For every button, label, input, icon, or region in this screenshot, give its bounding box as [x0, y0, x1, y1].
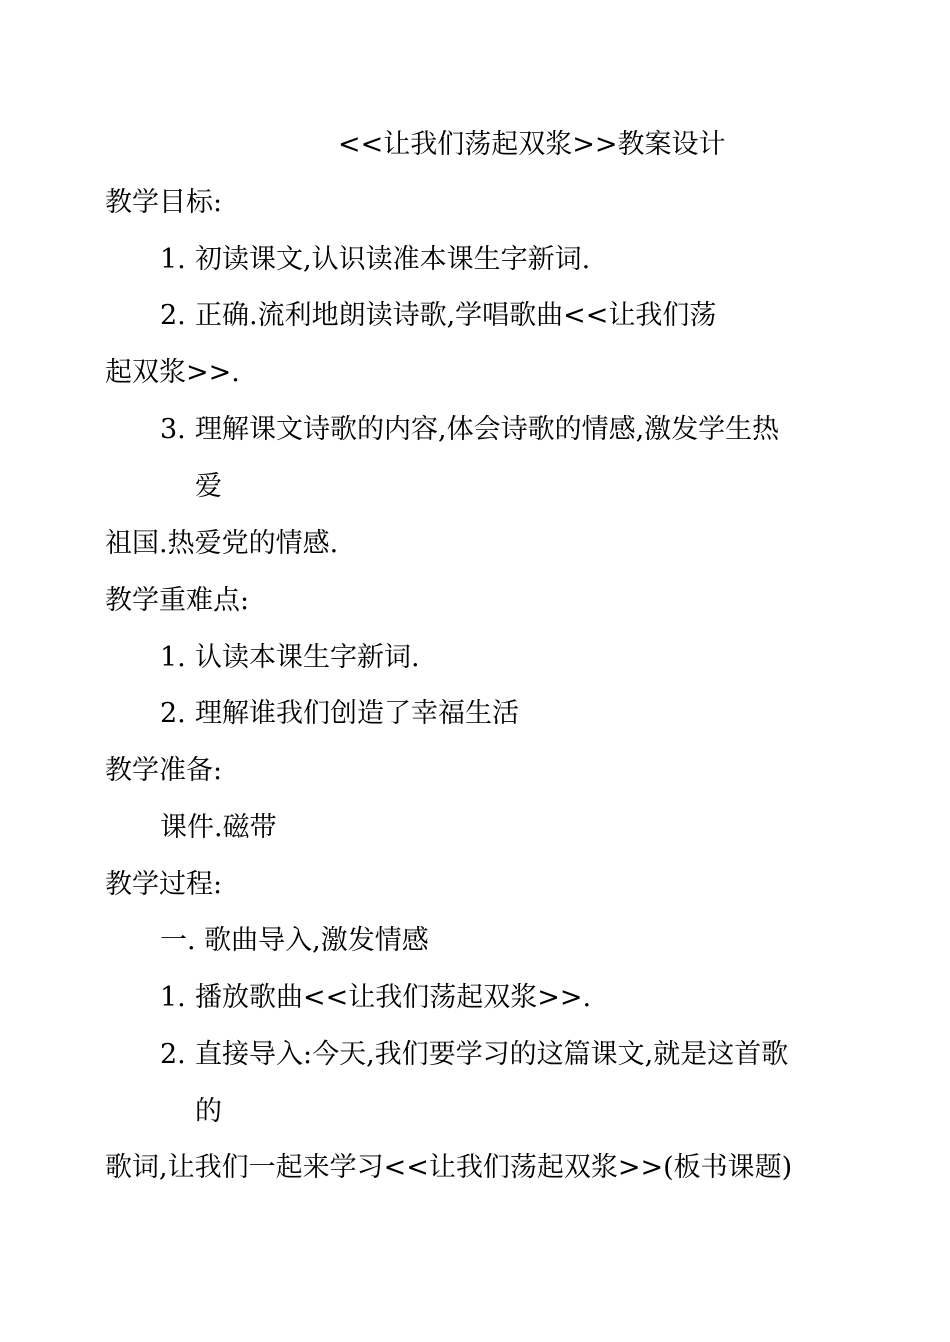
list-item-text: 播放歌曲<<让我们荡起双浆>>. — [195, 982, 592, 1013]
list-number: 1. — [160, 982, 186, 1013]
list-number: 1. — [160, 244, 186, 275]
process-heading: 教学过程: — [105, 869, 223, 900]
list-number: 2. — [160, 300, 186, 331]
key-points-heading: 教学重难点: — [105, 585, 250, 616]
process-item-2 — [160, 1041, 788, 1068]
list-item-text: 认读本课生字新词. — [195, 642, 420, 673]
list-number: 3. — [160, 414, 186, 445]
objective-item-2-continuation: 起双浆>>. — [105, 357, 240, 388]
objective-item-1 — [160, 246, 590, 273]
objective-item-2 — [160, 302, 716, 329]
process-item-1 — [160, 984, 591, 1011]
list-item-text: 理解谁我们创造了幸福生活 — [195, 698, 519, 729]
objective-item-3-wrap: 爱 — [195, 471, 222, 502]
process-section-1: 一. 歌曲导入,激发情感 — [160, 925, 429, 956]
key-point-item-2 — [160, 700, 519, 727]
list-item-text: 初读课文,认识读准本课生字新词. — [195, 244, 591, 275]
preparation-heading: 教学准备: — [105, 755, 223, 786]
objectives-heading: 教学目标: — [105, 187, 223, 218]
list-number: 1. — [160, 642, 186, 673]
list-number: 2. — [160, 1039, 186, 1070]
list-number: 2. — [160, 698, 186, 729]
preparation-text: 课件.磁带 — [160, 812, 277, 843]
list-item-text: 正确.流利地朗读诗歌,学唱歌曲<<让我们荡 — [195, 300, 717, 331]
document-title: <<让我们荡起双浆>>教案设计 — [338, 129, 726, 160]
key-point-item-1 — [160, 644, 420, 671]
list-item-text: 理解课文诗歌的内容,体会诗歌的情感,激发学生热 — [195, 414, 780, 445]
list-item-text: 直接导入:今天,我们要学习的这篇课文,就是这首歌 — [195, 1039, 789, 1070]
process-item-2-continuation: 歌词,让我们一起来学习<<让我们荡起双浆>>(板书课题) — [105, 1152, 793, 1183]
process-item-2-wrap: 的 — [195, 1096, 222, 1127]
objective-item-3 — [160, 416, 779, 443]
objective-item-3-continuation: 祖国.热爱党的情感. — [105, 528, 339, 559]
